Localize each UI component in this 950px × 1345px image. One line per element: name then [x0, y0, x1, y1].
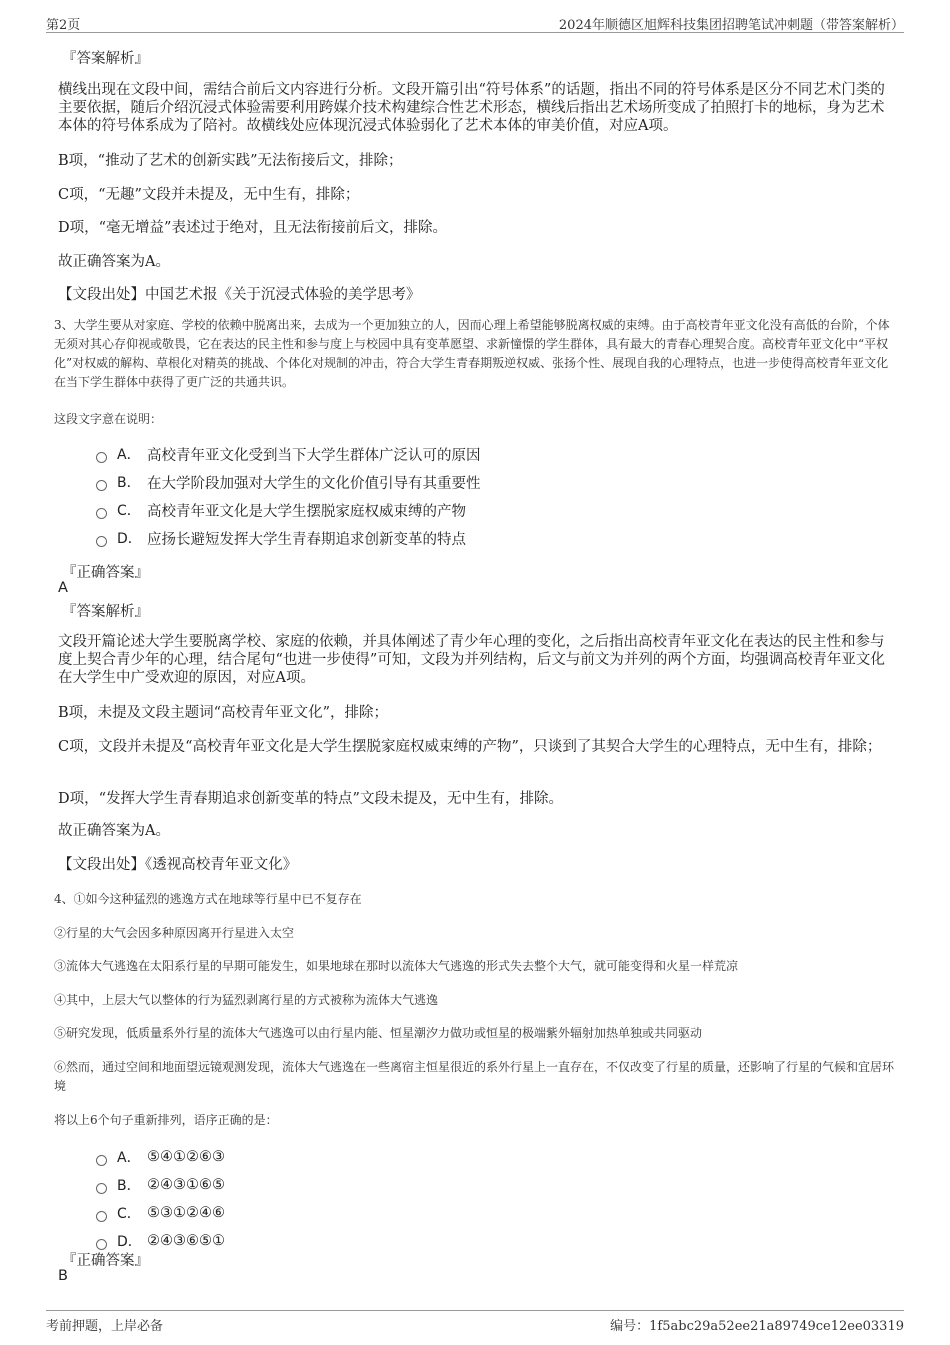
option-text: ⑤④①②⑥③ — [147, 1149, 225, 1165]
option-letter: A． — [117, 1150, 141, 1166]
q2-analysis-option-c: C项，“无趣”文段并未提及，无中生有，排除； — [58, 187, 360, 203]
q3-answer-heading: 『正确答案』 — [62, 565, 149, 581]
q3-answer: A — [58, 580, 68, 596]
radio-button-icon[interactable] — [96, 1155, 107, 1166]
q4-prompt: 将以上6个句子重新排列，语序正确的是： — [54, 1113, 278, 1127]
q4-sentence-3: ③流体大气逃逸在太阳系行星的早期可能发生，如果地球在那时以流体大气逃逸的形式失去整个大气，就可能变得和火星一样荒凉 — [54, 959, 739, 973]
q4-sentence-5: ⑤研究发现，低质量系外行星的流体大气逃逸可以由行星内能、恒星潮汐力做功或恒星的极端紫外辐射加热单独或共同驱动 — [54, 1026, 703, 1040]
q3-prompt: 这段文字意在说明： — [54, 412, 163, 426]
q3-analysis-heading: 『答案解析』 — [62, 604, 149, 620]
option-text: ⑤③①②④⑥ — [147, 1205, 225, 1221]
q4-option-b[interactable] — [96, 1174, 225, 1196]
q4-answer-heading: 『正确答案』 — [62, 1253, 149, 1269]
q4-option-c[interactable] — [96, 1202, 225, 1224]
q4-sentence-2: ②行星的大气会因多种原因离开行星进入太空 — [54, 926, 295, 940]
option-letter: D． — [117, 531, 142, 547]
page-footer — [46, 1310, 904, 1334]
radio-button-icon[interactable] — [96, 480, 107, 491]
q3-analysis-option-b: B项，未提及文段主题词“高校青年亚文化”，排除； — [58, 705, 388, 721]
q2-analysis-heading: 『答案解析』 — [62, 51, 149, 67]
option-letter: C． — [117, 1206, 141, 1222]
q3-option-a[interactable] — [96, 443, 481, 465]
option-text: 高校青年亚文化受到当下大学生群体广泛认可的原因 — [147, 447, 481, 464]
q2-analysis-paragraph: 横线出现在文段中间，需结合前后文内容进行分析。文段开篇引出“符号体系”的话题，指出不同的符号体系是区分不同艺术门类的主要依据，随后介绍沉浸式体验需要利用跨媒介技术构建综合性艺术形态，横线后指出艺术场所变成了拍照打卡的地标，身为艺术本体的符号体系成为了陪衬。故横线处应体现沉浸式体验弱化了艺术本体的审美价值，对应A项。 — [58, 82, 885, 134]
footer-serial-number: 编号：1f5abc29a52ee21a89749ce12ee03319 — [610, 1319, 904, 1334]
q2-source: 【文段出处】中国艺术报《关于沉浸式体验的美学思考》 — [58, 287, 421, 303]
option-text: ②④③⑥⑤① — [147, 1233, 225, 1249]
q2-conclusion: 故正确答案为A。 — [58, 254, 170, 270]
option-letter: D． — [117, 1234, 142, 1250]
option-text: 高校青年亚文化是大学生摆脱家庭权威束缚的产物 — [147, 503, 466, 520]
q3-option-d[interactable] — [96, 527, 466, 549]
option-letter: A． — [117, 447, 141, 463]
radio-button-icon[interactable] — [96, 1211, 107, 1222]
option-letter: B． — [117, 475, 141, 491]
q2-analysis-option-d: D项，“毫无增益”表述过于绝对，且无法衔接前后文，排除。 — [58, 220, 447, 236]
q3-stem: 3、大学生要从对家庭、学校的依赖中脱离出来，去成为一个更加独立的人，因而心理上希望能够脱离权威的束缚。由于高校青年亚文化没有高低的台阶，个体无须对其心存仰视或敬畏，它在表达的民主性和参与度上与校园中具有变革愿望、求新憧憬的学生群体，具有最大的青春心理契合度。高校青年亚文化中“平权化”对权威的解构、草根化对精英的挑战、个体化对规制的冲击，符合大学生青春期叛逆权威、张扬个性、展现自我的心理特点，也进一步使得高校青年亚文化在当下学生群体中获得了更广泛的共通共识。 — [54, 318, 890, 389]
q4-sentence-1: 4、①如今这种猛烈的逃逸方式在地球等行星中已不复存在 — [54, 892, 362, 906]
document-title: 2024年顺德区旭辉科技集团招聘笔试冲刺题（带答案解析） — [558, 18, 904, 33]
q3-analysis-option-d: D项，“发挥大学生青春期追求创新变革的特点”文段未提及，无中生有，排除。 — [58, 791, 563, 807]
option-text: 在大学阶段加强对大学生的文化价值引导有其重要性 — [147, 475, 481, 492]
radio-button-icon[interactable] — [96, 452, 107, 463]
radio-button-icon[interactable] — [96, 508, 107, 519]
page-number: 第2页 — [46, 18, 81, 33]
option-letter: C． — [117, 503, 141, 519]
option-text: 应扬长避短发挥大学生青春期追求创新变革的特点 — [147, 531, 466, 548]
q3-analysis-paragraph: 文段开篇论述大学生要脱离学校、家庭的依赖，并具体阐述了青少年心理的变化，之后指出高校青年亚文化在表达的民主性和参与度上契合青少年的心理，结合尾句“也进一步使得”可知，文段为并列结构，后文与前文为并列的两个方面，均强调高校青年亚文化在大学生中广受欢迎的原因，对应A项。 — [58, 634, 885, 686]
q3-option-b[interactable] — [96, 471, 481, 493]
option-letter: B． — [117, 1178, 141, 1194]
q2-analysis-option-b: B项，“推动了艺术的创新实践”无法衔接后文，排除； — [58, 153, 403, 169]
radio-button-icon[interactable] — [96, 1239, 107, 1250]
q3-conclusion: 故正确答案为A。 — [58, 823, 170, 839]
radio-button-icon[interactable] — [96, 536, 107, 547]
option-text: ②④③①⑥⑤ — [147, 1177, 225, 1193]
q4-sentence-4: ④其中，上层大气以整体的行为猛烈剥离行星的方式被称为流体大气逃逸 — [54, 993, 439, 1007]
q3-option-c[interactable] — [96, 499, 466, 521]
q3-source: 【文段出处】《透视高校青年亚文化》 — [58, 857, 298, 873]
q4-option-a[interactable] — [96, 1146, 225, 1168]
q4-answer: B — [58, 1268, 68, 1284]
q4-sentence-6: ⑥然而，通过空间和地面望远镜观测发现，流体大气逃逸在一些离宿主恒星很近的系外行星上一直存在，不仅改变了行星的质量，还影响了行星的气候和宜居环境 — [54, 1060, 895, 1093]
radio-button-icon[interactable] — [96, 1183, 107, 1194]
q3-analysis-option-c: C项，文段并未提及“高校青年亚文化是大学生摆脱家庭权威束缚的产物”，只谈到了其契合大学生的心理特点，无中生有，排除； — [58, 739, 882, 755]
footer-slogan: 考前押题，上岸必备 — [46, 1319, 164, 1334]
